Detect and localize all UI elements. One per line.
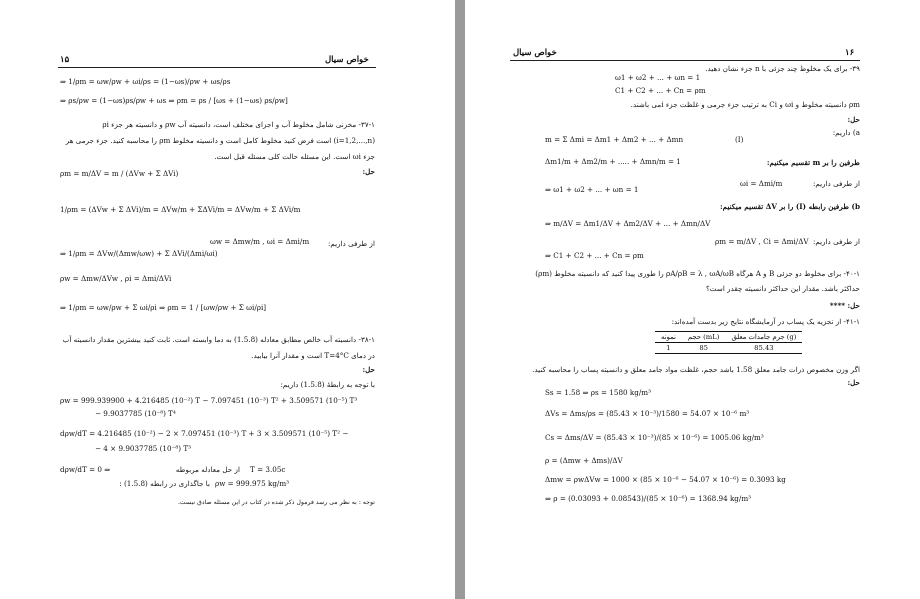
equation: m = Σ Δmi = Δm1 + Δm2 + ... + Δmn [545,135,684,144]
header-title: خواص سیال [513,48,557,58]
text-line: از طرفی داریم: [812,179,860,188]
problem-text: ρm دانسیته مخلوط و ωi و Ci به ترتیب جزء جرمی و غلظت جزء iمی باشند. [630,100,860,109]
text-line: با جاگذاری در رابطه (1.5.8) : [119,479,210,488]
table-cell: 1 [666,344,671,352]
equation: ρw = 999.939900 + 4.216485 (10⁻²) T − 7.097451 (10⁻³) T² + 3.509571 (10⁻⁵) T³ [60,396,358,405]
equation: ω1 + ω2 + ... + ωn = 1 [615,73,701,82]
equation: dρw/dT = 4.216485 (10⁻²) − 2 × 7.097451 (10⁻³) T + 3 × 3.509571 (10⁻⁵) T² − [60,429,349,438]
header-rule [58,67,376,68]
page-number: ۱۵ [60,55,70,65]
text-line: از طرفی داریم: [812,237,860,246]
table-header-row [655,332,802,343]
problem-text: اگر وزن مخصوص ذرات جامد معلق 1.58 باشد حجم، غلظت مواد جامد معلق و دانسیته پساب را محاسبه کنید. [532,365,860,374]
solution-label: حل: [362,167,375,176]
problem-text: ۳۷-۱- مخزنی شامل مخلوط آب و اجزای مختلف است، دانسیته آب ρw و دانسیته هر جزء ρi [102,120,375,129]
equation: Ss = 1.58 ⇒ ρs = 1580 kg/m³ [545,388,651,397]
equation: 1/ρm = (ΔVw + Σ ΔVi)/m = ΔVw/m + ΣΔVi/m = ΔVw/m + Σ ΔVi/m [60,205,301,214]
equation: ωi = Δmi/m [740,179,783,188]
text-line: a) داریم: [832,128,860,137]
equation: ΔVs = Δms/ρs = (85.43 × 10⁻³)/1580 = 54.07 × 10⁻⁶ m³ [545,409,750,418]
table-header: جرم جامدات معلق (g) [731,333,797,341]
problem-text: ۳۹- برای یک مخلوط چند جزئی با n جزء نشان دهید. [705,64,860,73]
footnote: توجه : به نظر می رسد فرمول ذکر شده در کتاب در این مسئله صادق نیست. [177,499,375,506]
text-line: با توجه به رابطۀ (1.5.8) داریم: [280,380,375,389]
equation: Cs = Δms/ΔV = (85.43 × 10⁻³)/(85 × 10⁻⁶) = 1005.06 kg/m³ [545,433,764,442]
problem-text: (i=1,2,...,n) است فرض کنید مخلوط کامل است و دانسیته مخلوط ρm را محاسبه کنید. جزء جرمی هر [65,136,375,145]
equation: C1 + C2 + ... + Cn = ρm [615,86,706,95]
text-line: از طرفی داریم: [327,239,375,248]
equation: ρw = 999.975 kg/m³ [215,479,290,488]
solution-label: حل: [362,365,375,374]
equation: − 9.9037785 (10⁻⁸) T⁴ [95,409,176,418]
equation: ρm = m/ΔV = m / (ΔVw + Σ ΔVi) [60,169,179,178]
equation: ⇒ ρ = (0.03093 + 0.08543)/(85 × 10⁻⁶) = 1368.94 kg/m³ [545,494,752,503]
equation: ρm = m/ΔV , Ci = Δmi/ΔV [715,237,809,246]
table-header: حجم (mL) [687,333,720,341]
problem-text: ۴۱-۱- از تجزیه یک پساب در آزمایشگاه نتایج زیر بدست آمده‌اند: [671,317,860,326]
solution-label: حل: [847,378,860,387]
problem-text: جزء ωi است. این مسئله حالت کلی مسئله قبل است. [214,152,375,161]
right-page [465,0,920,599]
equation: ωw = Δmw/m , ωi = Δmi/m [210,237,310,246]
equation: ⇒ 1/ρm = ωw/ρw + Σ ωi/ρi ⇒ ρm = 1 / [ωw/ρw + Σ ωi/ρi] [60,303,267,312]
table-cell: 85 [699,344,708,352]
equation: − 4 × 9.9037785 (10⁻⁸) T³ [95,444,192,453]
equation: dρw/dT = 0 ⇒ [60,465,111,474]
equation: Δm1/m + Δm2/m + ..... + Δmn/m = 1 [545,157,681,166]
equation: Δmw = ρwΔVw = 1000 × (85 × 10⁻⁶ − 54.07 × 10⁻⁶) = 0.3093 kg [545,475,786,484]
problem-text: ۴۰-۱- برای مخلوط دو جزئی B و A هرگاه ρA/ρB = λ , ωA/ωB را طوری پیدا کنید که دانسیته مخلوط (ρm) [535,269,860,278]
table-row [655,343,802,354]
equation: ⇒ 1/ρm = ωw/ρw + ωi/ρs = (1−ωs)/ρw + ωs/ρs [60,77,231,86]
solution-label: حل: **** [829,301,860,310]
results-table [655,331,802,354]
equation: ρ = (Δmw + Δms)/ΔV [545,456,623,465]
equation: ⇒ ρs/ρw = (1−ωs)ρs/ρw + ωs ⇒ ρm = ρs / [ωs + (1−ωs) ρs/ρw] [60,96,288,105]
equation: ρw = Δmw/ΔVw , ρi = Δmi/ΔVi [60,274,172,283]
page-number: ۱۶ [845,48,855,58]
problem-text: در دمای T=4°C است و مقدار آنرا بیابید. [251,351,375,360]
table-cell: 85.43 [754,344,774,352]
solution-label: حل: [847,115,860,124]
equation-tag: (I) [735,135,744,144]
problem-text: حداکثر باشد. مقدار این حداکثر دانسیته چقدر است؟ [705,284,860,293]
table-header: نمونه [661,333,676,341]
equation: ⇒ m/ΔV = Δm1/ΔV + Δm2/ΔV + ... + Δmn/ΔV [545,219,711,228]
header-rule [510,60,860,61]
equation: ⇒ ω1 + ω2 + ... + ωn = 1 [545,185,639,194]
equation: T = 3.05c [250,465,286,474]
left-page [0,0,455,599]
equation: ⇒ 1/ρm = ΔVw/(Δmw/ωw) + Σ ΔVi/(Δmi/ωi) [60,249,218,258]
text-line: طرفین را بر m تقسیم میکنیم: [766,158,860,167]
text-line: b) طرفین رابطه (I) را بر ΔV تقسیم میکنیم: [720,202,860,211]
problem-text: ۳۸-۱- دانسیته آب خالص مطابق معادله (1.5.8) به دما وابسته است. ثابت کنید بیشترین مقدار دانسیته آب [62,335,375,344]
equation: ⇒ C1 + C2 + ... + Cn = ρm [545,251,644,260]
header-title: خواص سیال [325,55,369,65]
page-gutter [455,0,465,599]
text-line: از حل معادله مربوطه [175,465,240,474]
